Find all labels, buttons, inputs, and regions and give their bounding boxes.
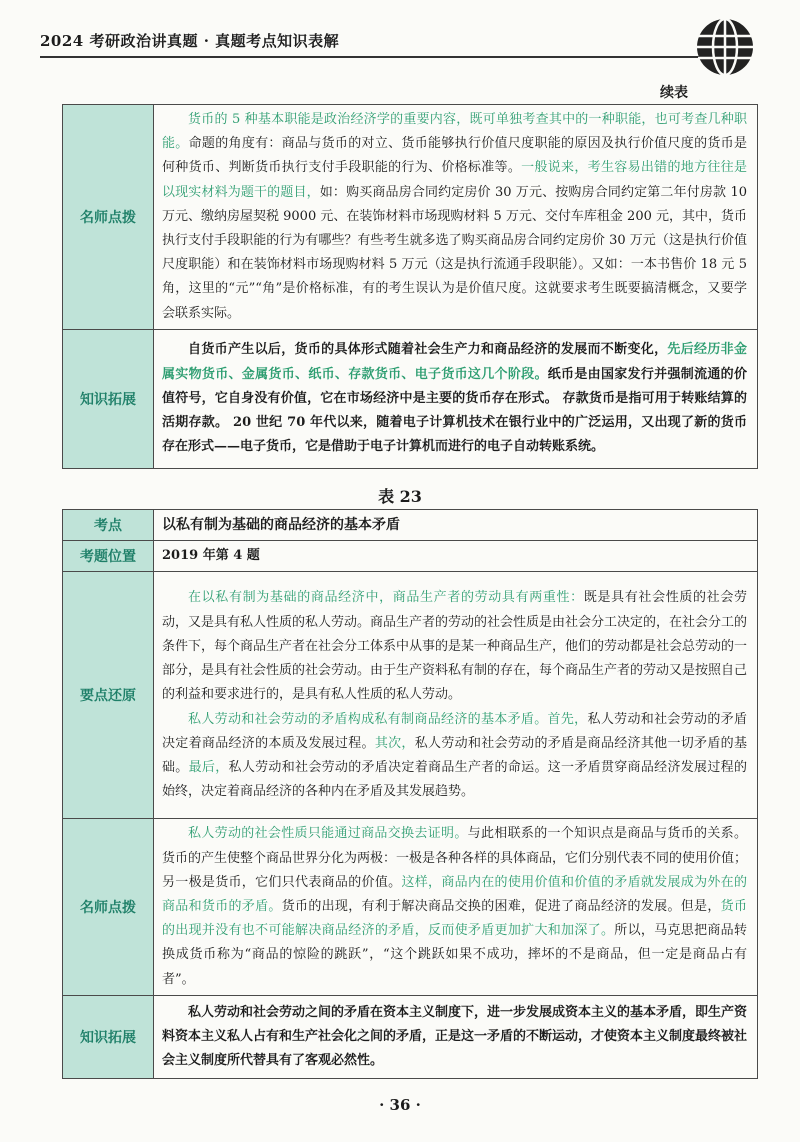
teacher-tip-content <box>154 105 758 330</box>
globe-icon <box>692 14 758 80</box>
body-text: 所以，马克思把商品转换成货币称为“商品的惊险的跳跃”，“这个跳跃如果不成功，摔坏的不是商品，但一定是商品占有者”。 <box>162 923 747 987</box>
knowledge-content <box>154 329 758 468</box>
highlight-text: 最后， <box>188 759 229 775</box>
body-text: 既是具有社会性质的社会劳动，又是具有私人性质的私人劳动。商品生产者的劳动的社会性质是由社会分工决定的，在社会分工的条件下，每个商品生产者在社会分工体系中从事的是某一种商品生产，他们的劳动都是社会总劳动的一部分，是具有社会性质的社会劳动。由于生产资料私有制的存在，每个商品生产者的劳动又是按照自己的利益和要求进行的，是具有私人性质的私人劳动。 <box>162 590 748 703</box>
continued-table <box>62 104 758 469</box>
table-row <box>63 572 758 819</box>
highlight-text: 在以私有制为基础的商品经济中，商品生产者的劳动具有两重性： <box>188 590 584 606</box>
position-value: 2019 年第 4 题 <box>154 541 758 572</box>
knowledge-label: 知识拓展 <box>63 995 154 1078</box>
table-row <box>63 329 758 468</box>
header-rule <box>40 56 700 58</box>
table-row <box>63 819 758 995</box>
body-text: 命题的角度有：商品与货币的对立、货币能够执行价值尺度职能的原因及执行价值尺度的货币是何种货币、判断货币执行支付手段职能的行为、价格标准等。 <box>162 136 747 176</box>
knowledge-content <box>154 995 758 1078</box>
body-text: 如：购买商品房合同约定房价 30 万元、按购房合同约定第二年付房款 10 万元、缴纳房屋契税 9000 元、在装饰材料市场现购材料 5 万元、交付车库租金 200 元，其中，货币执行支付手段职能的行为有哪些？有些考生就多选了购买商品房合同约定房价 30 万元（这是执行价值尺度职能）和在装饰材料市场现购材料 5 万元（这是执行流通手段职能）。又如：一本书售价 18 元 5 角，这里的“元”“角”是价格标准，有的考生误认为是价值尺度。这就要求考生既要搞清概念，又要学会联系实际。 <box>162 184 747 321</box>
body-text: 自货币产生以后，货币的具体形式随着社会生产力和商品经济的发展而不断变化， <box>188 342 668 358</box>
position-label: 考题位置 <box>63 541 154 572</box>
key-points-content <box>154 572 758 819</box>
table-caption: 表 23 <box>378 487 422 506</box>
page-number: · 36 · <box>379 1096 421 1114</box>
table-row <box>63 510 758 541</box>
running-header: 2024 考研政治讲真题 · 真题考点知识表解 <box>40 32 340 50</box>
teacher-tip-content <box>154 819 758 995</box>
body-text: 与此相联系的一个知识点是商品与货币的关系。货币的产生使整个商品世界分化为两极：一极是各种各样的具体商品，它们分别代表不同的使用价值；另一极是货币，它们只代表商品的价值。 <box>162 826 748 890</box>
highlight-text: 先后经历非金属实物货币、金属货币、纸币、存款货币、电子货币这几个阶段。 <box>162 342 747 382</box>
table-23 <box>62 509 758 1079</box>
point-label: 考点 <box>63 510 154 541</box>
knowledge-label: 知识拓展 <box>63 329 154 468</box>
table-row <box>63 541 758 572</box>
continued-label: 续表 <box>660 85 688 101</box>
key-points-label: 要点还原 <box>63 572 154 819</box>
body-text: 私人劳动和社会劳动的矛盾决定着商品生产者的命运。这一矛盾贯穿商品经济发展过程的始终，决定着商品经济的各种内在矛盾及其发展趋势。 <box>162 759 747 800</box>
highlight-text: 私人劳动的社会性质只能通过商品交换去证明。 <box>188 826 468 842</box>
highlight-text: 一般说来，考生容易出错的地方往往是以现实材料为题干的题目， <box>162 160 747 200</box>
body-text: 私人劳动和社会劳动的矛盾是商品经济其他一切矛盾的基础。 <box>162 735 747 775</box>
body-text: 私人劳动和社会劳动之间的矛盾在资本主义制度下，进一步发展成资本主义的基本矛盾，即生产资料资本主义私人占有和生产社会化之间的矛盾，正是这一矛盾的不断运动，才使资本主义制度最终被社会主义制度所代替具有了客观必然性。 <box>162 1004 748 1068</box>
table-row <box>63 105 758 330</box>
body-text: 货币的出现，有利于解决商品交换的困难，促进了商品经济的发展。但是， <box>281 899 721 915</box>
highlight-text: 其次， <box>374 735 415 751</box>
body-text: 纸币是由国家发行并强制流通的价值符号，它自身没有价值，它在市场经济中是主要的货币存在形式。 存款货币是指可用于转账结算的活期存款。 20 世纪 70 年代以来，随着电子计算机技术在银行业中的广泛运用，又出现了新的货币存在形式——电子货币，它是借助于电子计算机而进行的电子自动转账系统。 <box>162 366 747 455</box>
teacher-tip-label: 名师点拨 <box>63 105 154 330</box>
highlight-text: 货币的 5 种基本职能是政治经济学的重要内容，既可单独考查其中的一种职能，也可考查几种职能。 <box>162 112 747 152</box>
highlight-text: 这样，商品内在的使用价值和价值的矛盾就发展成为外在的商品和货币的矛盾。 <box>162 874 747 915</box>
highlight-text: 私人劳动和社会劳动的矛盾构成私有制商品经济的基本矛盾。首先， <box>188 711 588 727</box>
body-text: 私人劳动和社会劳动的矛盾决定着商品经济的本质及发展过程。 <box>162 711 747 751</box>
table-row <box>63 995 758 1078</box>
highlight-text: 货币的出现并没有也不可能解决商品经济的矛盾，反而使矛盾更加扩大和加深了。 <box>162 899 747 939</box>
point-value: 以私有制为基础的商品经济的基本矛盾 <box>154 510 758 541</box>
teacher-tip-label: 名师点拨 <box>63 819 154 995</box>
